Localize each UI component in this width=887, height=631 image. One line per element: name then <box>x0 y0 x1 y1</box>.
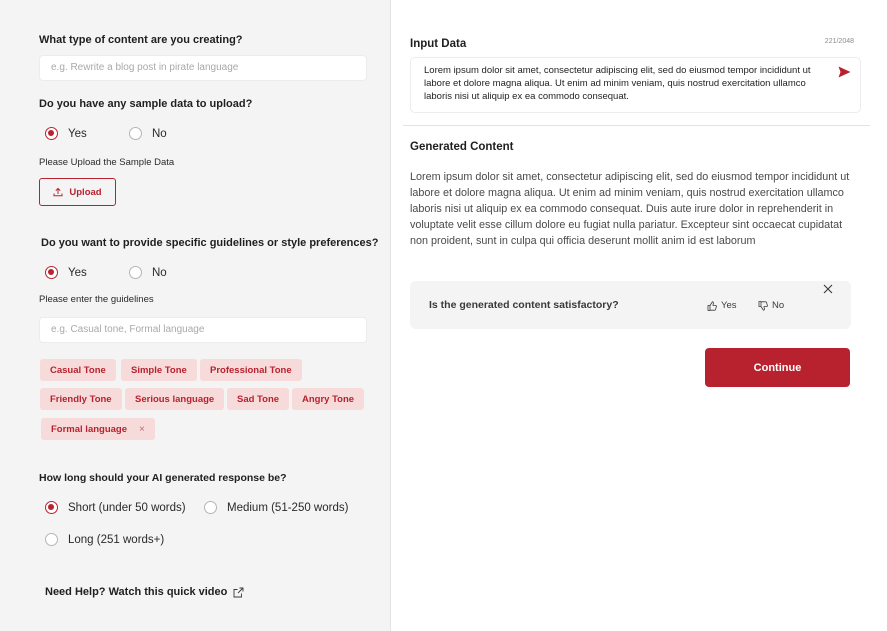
continue-button[interactable]: Continue <box>705 348 850 387</box>
help-label: Need Help? Watch this quick video <box>45 586 228 598</box>
external-link-icon <box>233 587 244 598</box>
upload-label: Upload <box>69 186 102 198</box>
thumbs-down-icon <box>758 301 768 311</box>
content-type-input[interactable]: e.g. Rewrite a blog post in pirate language <box>39 55 367 81</box>
radio-unselected-icon <box>129 266 142 279</box>
radio-label: Medium (51-250 words) <box>227 501 349 514</box>
radio-label: Short (under 50 words) <box>68 501 186 514</box>
chip-simple-tone[interactable]: Simple Tone <box>121 359 197 381</box>
chip-casual-tone[interactable]: Casual Tone <box>40 359 116 381</box>
upload-hint: Please Upload the Sample Data <box>39 157 175 168</box>
upload-icon <box>53 187 63 197</box>
close-icon[interactable] <box>823 284 833 294</box>
input-data-textarea[interactable]: Lorem ipsum dolor sit amet, consectetur adipiscing elit, sed do eiusmod tempor incididunt ut labore et dolore magna aliqua. Ut enim ad minim veniam, quis nostrud exercitation ullamco laboris nisi ut aliquip ex ea commodo consequat. <box>410 57 861 113</box>
radio-label: Yes <box>68 266 87 279</box>
length-long-radio[interactable] <box>45 533 164 546</box>
chip-professional-tone[interactable]: Professional Tone <box>200 359 302 381</box>
upload-button[interactable] <box>39 178 116 206</box>
radio-unselected-icon <box>204 501 217 514</box>
length-short-radio[interactable] <box>45 501 186 514</box>
radio-label: No <box>152 127 167 140</box>
length-medium-radio[interactable] <box>204 501 348 514</box>
feedback-no-button[interactable] <box>758 300 784 311</box>
divider <box>403 125 870 126</box>
radio-label: No <box>152 266 167 279</box>
radio-unselected-icon <box>45 533 58 546</box>
generated-content-text: Lorem ipsum dolor sit amet, consectetur adipiscing elit, sed do eiusmod tempor incididunt ut labore et dolore magna aliqua. Ut enim ad minim veniam, quis nostrud exercitation ullamco laboris nisi ut aliquip ex ea commodo consequat. Duis aute irure dolor in reprehenderit in voluptate velit esse cillum dolore eu fugiat nulla pariatur. Excepteur sint occaecat cupidatat non proident, sunt in culpa qui officia deserunt mollit anim id est laborum <box>410 171 850 247</box>
feedback-yes-button[interactable] <box>707 300 737 311</box>
feedback-question: Is the generated content satisfactory? <box>429 299 619 311</box>
chip-friendly-tone[interactable]: Friendly Tone <box>40 388 122 410</box>
chip-serious-language[interactable]: Serious language <box>125 388 224 410</box>
chip-formal-language[interactable] <box>41 418 155 440</box>
radio-selected-icon <box>45 127 58 140</box>
guidelines-input[interactable]: e.g. Casual tone, Formal language <box>39 317 367 343</box>
length-question <box>39 472 287 484</box>
radio-label: Yes <box>68 127 87 140</box>
radio-label: Long (251 words+) <box>68 533 165 546</box>
radio-selected-icon <box>45 501 58 514</box>
character-counter: 221/2048 <box>824 38 854 45</box>
guidelines-hint: Please enter the guidelines <box>39 294 154 305</box>
radio-unselected-icon <box>129 127 142 140</box>
left-panel <box>0 0 391 631</box>
guidelines-no-radio[interactable] <box>129 266 167 279</box>
generated-content-title: Generated Content <box>410 141 514 153</box>
length-question-text: How long should your AI generated response be? <box>39 472 287 484</box>
guidelines-question: Do you want to provide specific guidelines or style preferences? <box>41 237 379 249</box>
chip-angry-tone[interactable]: Angry Tone <box>292 388 364 410</box>
remove-chip-icon[interactable]: × <box>139 423 145 435</box>
sample-data-yes-radio[interactable] <box>45 127 87 140</box>
send-icon[interactable] <box>838 66 851 78</box>
sample-data-no-radio[interactable] <box>129 127 167 140</box>
thumbs-up-icon <box>707 301 717 311</box>
radio-selected-icon <box>45 266 58 279</box>
feedback-card <box>410 281 851 329</box>
chip-sad-tone[interactable]: Sad Tone <box>227 388 289 410</box>
feedback-no-label: No <box>772 300 785 311</box>
sample-data-question: Do you have any sample data to upload? <box>39 98 253 110</box>
guidelines-yes-radio[interactable] <box>45 266 87 279</box>
content-type-question: What type of content are you creating? <box>39 34 243 46</box>
feedback-yes-label: Yes <box>721 300 737 311</box>
help-video-link[interactable] <box>45 586 244 598</box>
chip-label: Formal language <box>51 423 128 435</box>
input-data-title: Input Data <box>410 38 467 50</box>
